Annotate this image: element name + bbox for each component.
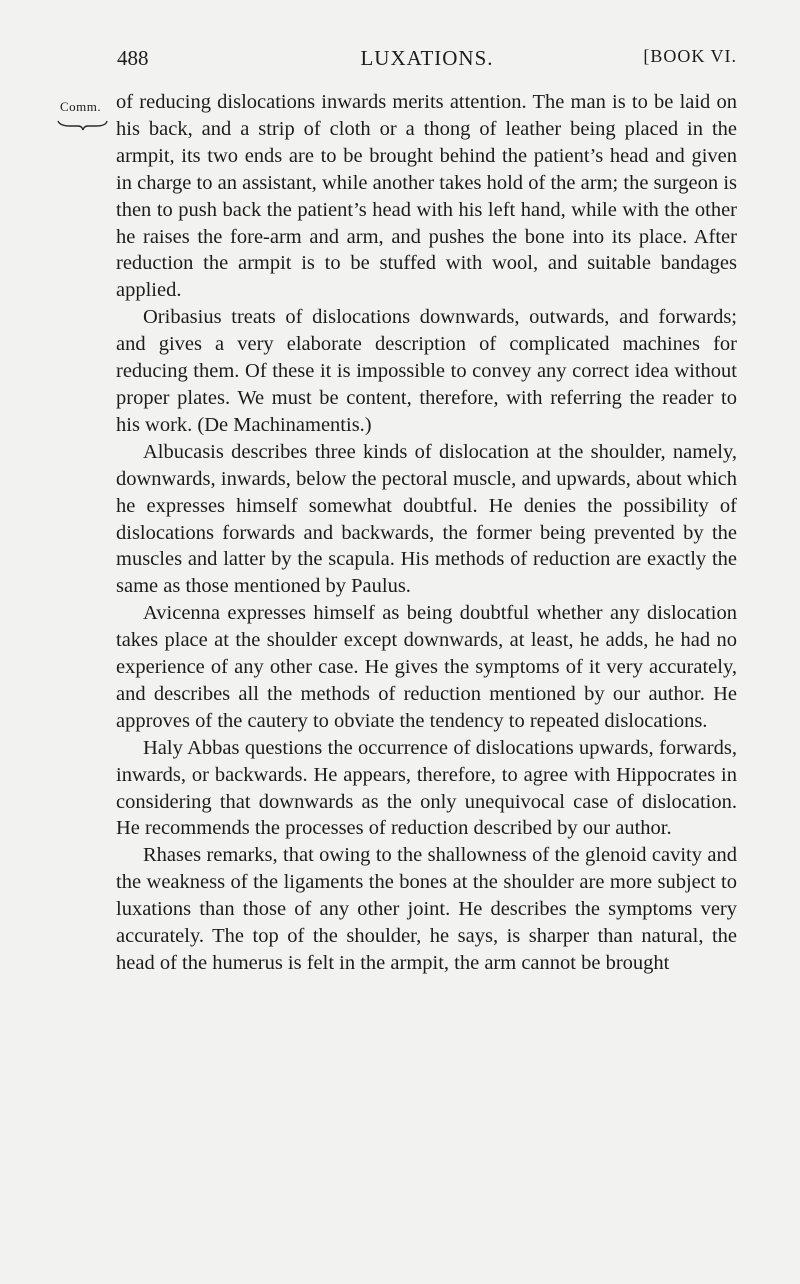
page-number: 488 <box>117 46 149 70</box>
body-text <box>116 89 737 977</box>
margin-brace-icon <box>56 118 108 132</box>
book-label: [BOOK VI. <box>643 46 737 66</box>
paragraph: Albucasis describes three kinds of dislocation at the shoulder, namely, downwards, inwards, below the pectoral muscle, and upwards, about which he expresses himself somewhat doubtful. He denies the possibility of dislocations forwards and backwards, the former being prevented by the muscles and latter by the scapula. His methods of reduction are exactly the same as those mentioned by Paulus. <box>116 440 737 598</box>
page-header <box>117 46 737 76</box>
paragraph: Rhases remarks, that owing to the shallowness of the glenoid cavity and the weakness of the ligaments the bones at the shoulder are more subject to luxations than those of any other joint. He describes the symptoms very accurately. The top of the shoulder, he says, is sharper than natural, the head of the humerus is felt in the armpit, the arm cannot be brought <box>116 844 737 974</box>
paragraph: Oribasius treats of dislocations downwards, outwards, and forwards; and gives a very elaborate description of complicated machines for reducing them. Of these it is impossible to convey any correct idea without proper plates. We must be content, therefore, with referring the reader to his work. (De Machinamentis.) <box>116 306 737 436</box>
running-title: LUXATIONS. <box>360 46 494 70</box>
paragraph: of reducing dislocations inwards merits attention. The man is to be laid on his back, and a strip of cloth or a thong of leather being placed in the armpit, its two ends are to be brought behind the patient’s head and given in charge to an assistant, while another takes hold of the arm; the surgeon is then to push back the patient’s head with his left hand, while with the other he raises the fore-arm and arm, and pushes the bone into its place. After reduction the armpit is to be stuffed with wool, and suitable bandages applied. <box>116 91 737 302</box>
margin-note-comm: Comm. <box>60 99 102 114</box>
paragraph: Haly Abbas questions the occurrence of dislocations upwards, forwards, inwards, or backwards. He appears, therefore, to agree with Hippocrates in considering that downwards as the only unequivocal case of dislocation. He recommends the processes of reduction described by our author. <box>116 736 737 840</box>
paragraph: Avicenna expresses himself as being doubtful whether any dislocation takes place at the shoulder except downwards, at least, he adds, he had no experience of any other case. He gives the symptoms of it very accurately, and describes all the methods of reduction mentioned by our author. He approves of the cautery to obviate the tendency to repeated dislocations. <box>116 602 737 732</box>
